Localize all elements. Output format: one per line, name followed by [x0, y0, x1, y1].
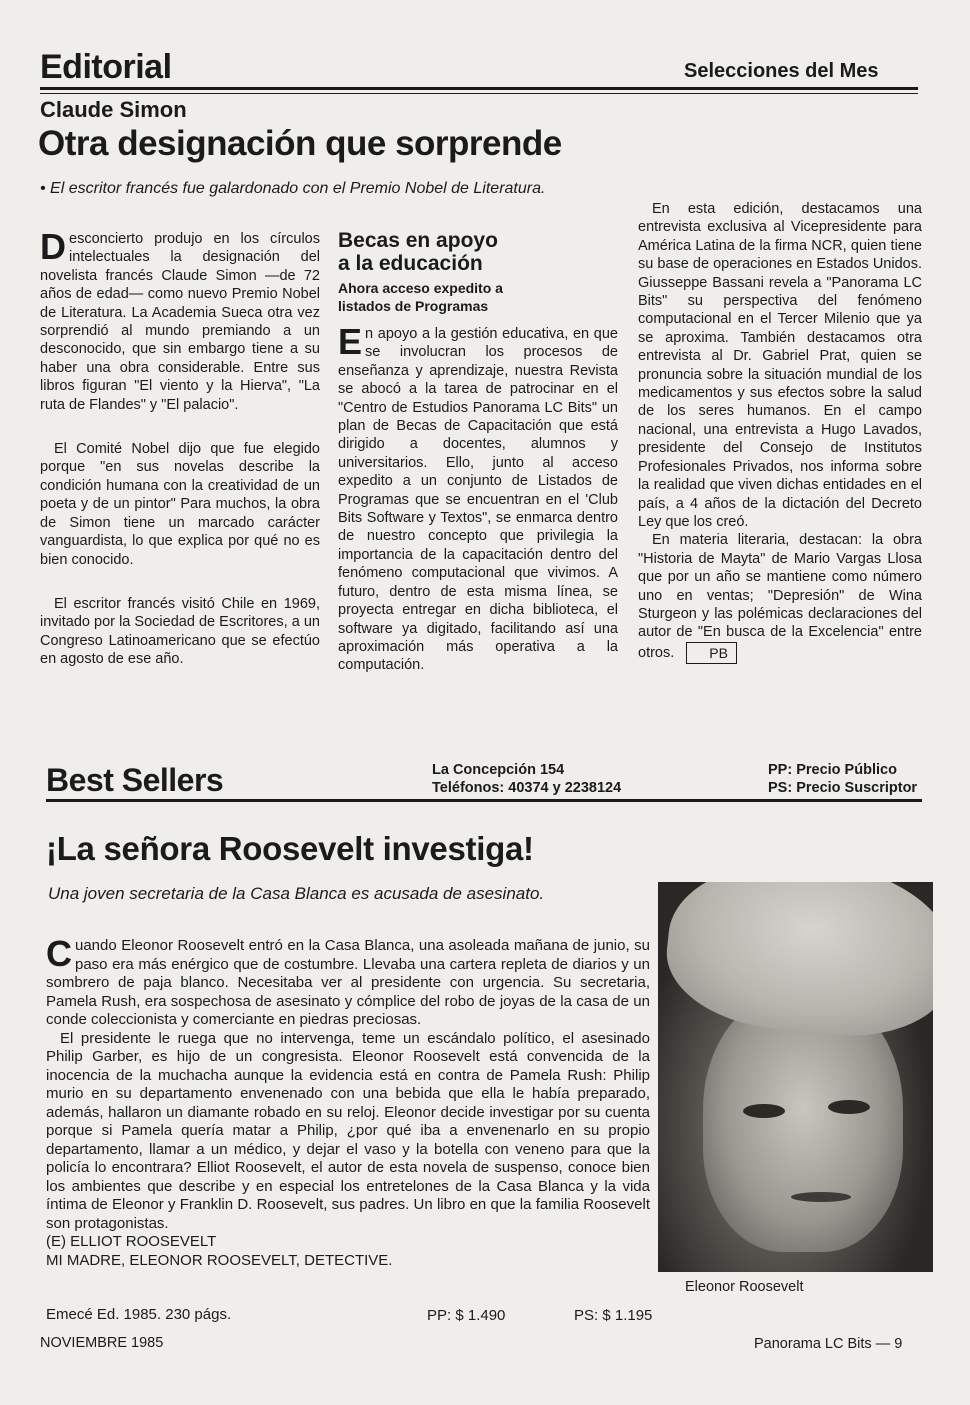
editorial-kicker: Claude Simon	[40, 97, 187, 122]
dropcap: C	[46, 933, 72, 974]
editorial-column-1	[40, 226, 320, 669]
section-title-right: Selecciones del Mes	[684, 60, 879, 82]
bestseller-paragraph: El presidente le ruega que no intervenga, teme un escándalo político, el asesinado Philip Garber, es hijo de un congresista. Eleonor Roosevelt está convencida de la inocencia de la muchacha aunque la evidencia está en contra de Pamela Rush: Philip murio en su departamento envenenado con una bebida que ella le había preparado, además, hallaron un diamante robado en su reloj. Eleonor decide investigar por su cuenta porque si Pamela quería matar a Philip, ¿por qué iba a envenenarlo en su propio departamento, llamar a un médico, y dejar el vaso y la botella con veneno para que la policía lo encontrara? Elliot Roosevelt, el autor de esta novela de suspenso, conoce bien los ambientes que describe y en especial los entretelones de la Casa Blanca y la vida íntima de Eleonor y Franklin D. Roosevelt, sus padres. Un libro en que la familia Roosevelt son protagonistas.	[46, 1029, 650, 1232]
price-legend-ps: PS: Precio Suscriptor	[768, 780, 918, 796]
photo-hat	[660, 882, 933, 1046]
editorial-paragraph: El Comité Nobel dijo que fue elegido porque "en sus novelas describe la condición humana con la creatividad de un poeta y de un pintor" Para muchos, la obra de Simon tiene un marcado carácter vanguardista, lo que explica por qué no es bien conocido.	[40, 441, 320, 568]
editorial-column-3	[638, 200, 922, 664]
becas-paragraph: En apoyo a la gestión educativa, en que se involucran los procesos de enseñanza y aprendizaje, nuestra Revista se abocó a la tarea de patrocinar en el "Centro de Estudios Panorama LC Bits" un plan de Becas de Capacitación que está dirigido a docentes, alumnos y universitarios. Ello, junto al acceso expedito a un conjunto de Listados de Programas que se encuentran en el 'Club Bits Software y Textos", se enmarca dentro de nuestro concepto que privilegia la importancia de la capacitación dentro del fenómeno computacional que vivimos. A futuro, dentro de esta misma línea, se proyecta entregar en dicha biblioteca, el software ya digitado, facilitando así una aproximación más operativa a la computación.	[338, 321, 618, 674]
book-price-pp: PP: $ 1.490	[427, 1307, 506, 1324]
issue-date: NOVIEMBRE 1985	[40, 1335, 164, 1351]
signature-box: PB	[686, 642, 737, 664]
dropcap: D	[40, 226, 66, 267]
header-rule	[40, 87, 918, 90]
becas-subtitle: Ahora acceso expedito a listados de Programas	[338, 280, 503, 314]
editorial-paragraph: En materia literaria, destacan: la obra "Historia de Mayta" de Mario Vargas Llosa que por un año se mantiene como número uno en ventas; "Depresión" de Wina Sturgeon y las polémicas declaraciones del autor de "En busca de la Excelencia" entre otros. PB	[638, 531, 922, 664]
photo-caption: Eleonor Roosevelt	[685, 1279, 804, 1295]
bestsellers-rule	[46, 799, 922, 802]
header-rule-thin	[40, 93, 918, 94]
becas-column	[338, 229, 618, 675]
section-title: Editorial	[40, 48, 172, 86]
bestseller-headline: ¡La señora Roosevelt investiga!	[46, 830, 534, 867]
book-author: (E) ELLIOT ROOSEVELT	[46, 1233, 217, 1250]
bestseller-deck: Una joven secretaria de la Casa Blanca es acusada de asesinato.	[48, 884, 545, 903]
store-phones: Teléfonos: 40374 y 2238124	[432, 780, 622, 796]
book-title: MI MADRE, ELEONOR ROOSEVELT, DETECTIVE.	[46, 1251, 393, 1269]
dropcap: E	[338, 321, 363, 362]
page-folio: Panorama LC Bits — 9	[754, 1336, 903, 1352]
editorial-headline: Otra designación que sorprende	[38, 124, 562, 163]
book-publisher: Emecé Ed. 1985. 230 págs.	[46, 1306, 232, 1323]
editorial-paragraph: El escritor francés visitó Chile en 1969, invitado por la Sociedad de Escritores, a un Congreso Latinoamericano que se efectúo en agosto de ese año.	[40, 595, 320, 668]
book-price-ps: PS: $ 1.195	[574, 1307, 653, 1324]
bestseller-body	[46, 933, 650, 1270]
bestsellers-section-title: Best Sellers	[46, 762, 224, 798]
store-address: La Concepción 154	[432, 762, 565, 778]
editorial-deck: • El escritor francés fue galardonado con el Premio Nobel de Literatura.	[40, 180, 546, 197]
bestseller-paragraph: Cuando Eleonor Roosevelt entró en la Casa Blanca, una asoleada mañana de junio, su paso era más enérgico que de costumbre. Llevaba una cartera repleta de diarios y un sombrero de paja blanco. Necesitaba ver al presidente con urgencia. Su secretaria, Pamela Rush, era sospechosa de asesinato y cómplice del robo de joyas de la casa de un conde coleccionista y comerciante en piedras preciosas.	[46, 933, 650, 1028]
becas-title: Becas en apoyo	[338, 229, 498, 252]
price-legend-pp: PP: Precio Público	[768, 762, 897, 778]
author-photo	[658, 882, 933, 1272]
editorial-paragraph: En esta edición, destacamos una entrevista exclusiva al Vicepresidente para América Latina de la firma NCR, quien tiene su base de operaciones en Estados Unidos. Giusseppe Bassani revela a "Panorama LC Bits" su perspectiva del fenómeno computacional en el Tercer Milenio que ya se aproxima. También destacamos otra entrevista al Dr. Gabriel Prat, quien se pronuncia sobre la situación mundial de los medicamentos y sus efectos sobre la salud de los seres humanos. En el campo nacional, una entrevista a Hugo Lavados, presidente del Consejo de Institutos Profesionales Privados, nos informa sobre la realidad que viven dichas entidades en el país, a 4 años de la dictación del Decreto Ley que los creó.	[638, 201, 922, 530]
becas-title: a la educación	[338, 252, 483, 275]
editorial-paragraph: Desconcierto produjo en los círculos intelectuales la designación del novelista francés Claude Simon —de 72 años de edad— como nuevo Premio Nobel de Literatura. La Academia Sueca otra vez sorprendió al mundo premiando a un desconocido, que sin embargo tiene a su haber una obra considerable. Entre sus libros figuran "El viento y la Hierva", "La ruta de Flandes" y "El palacio".	[40, 226, 320, 413]
